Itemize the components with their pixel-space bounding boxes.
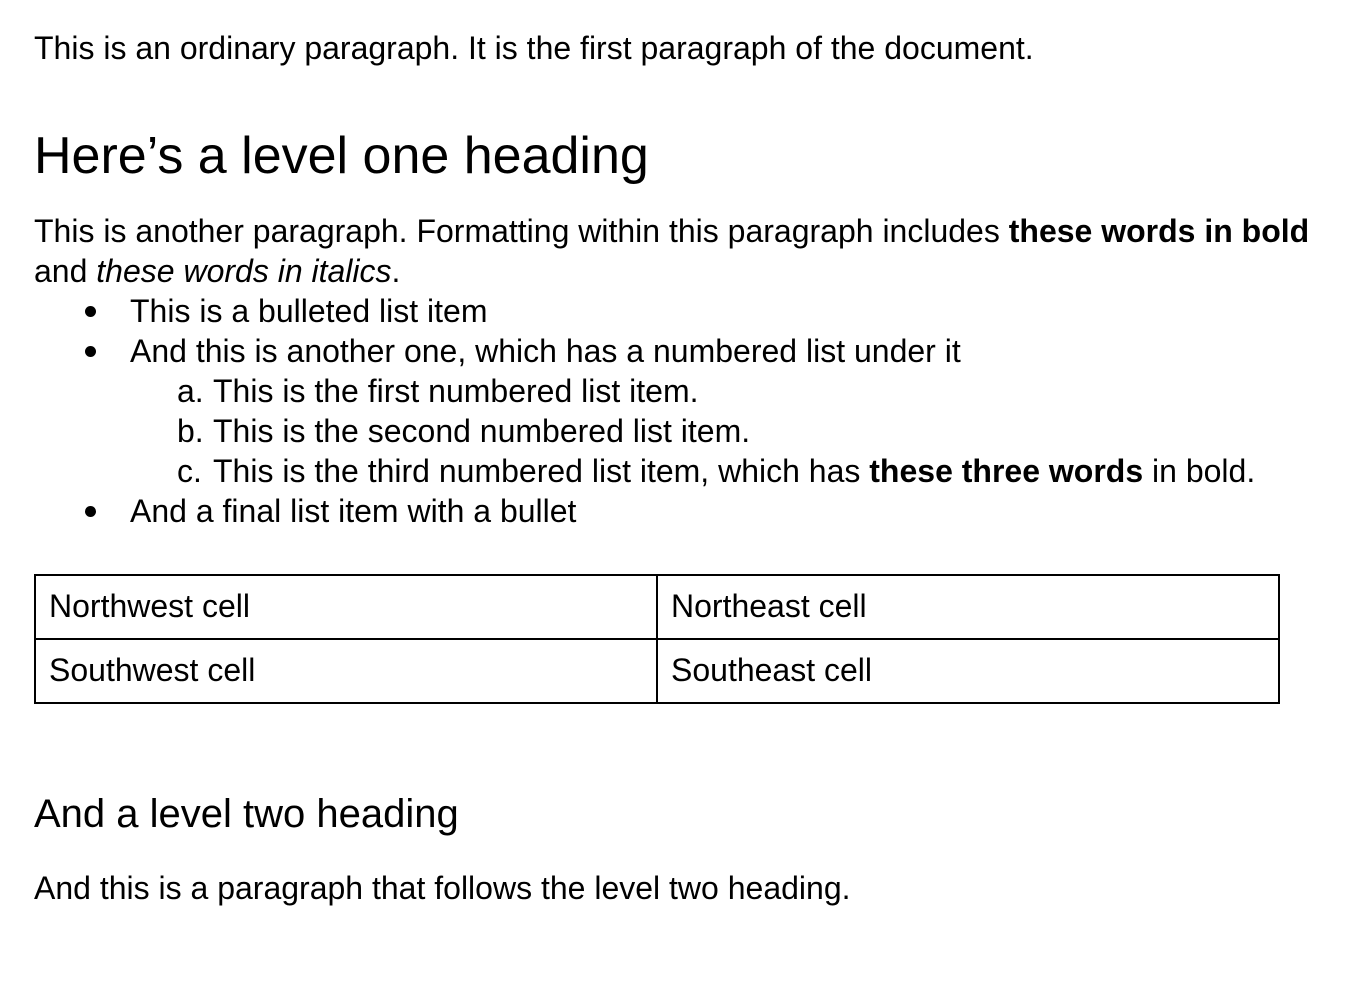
numbered-item-text: This is the second numbered list item. [213, 413, 751, 449]
numbered-item-marker: a. [177, 373, 204, 409]
bullet-icon [85, 346, 96, 357]
bullet-list-item [130, 331, 1326, 491]
numbered-item-text: This is the third numbered list item, which has these three words in bold. [213, 453, 1256, 489]
bullet-item-text: This is a bulleted list item [130, 293, 488, 329]
numbered-list-item [177, 451, 1326, 491]
closing-paragraph: And this is a paragraph that follows the level two heading. [34, 870, 851, 906]
table-cell-southwest: Southwest cell [35, 639, 657, 703]
bullet-list-item [130, 491, 1326, 531]
numbered-sublist [130, 371, 1326, 491]
two-by-two-table [34, 574, 1280, 704]
numbered-item-marker: c. [177, 453, 202, 489]
bullet-icon [85, 506, 96, 517]
numbered-list-item [177, 371, 1326, 411]
bullet-list [34, 291, 1326, 531]
bullet-list-item [130, 291, 1326, 331]
heading-level-2: And a level two heading [34, 792, 459, 836]
bullet-item-text: And a final list item with a bullet [130, 493, 577, 529]
intro-paragraph: This is an ordinary paragraph. It is the first paragraph of the document. [34, 30, 1034, 66]
bullet-icon [85, 306, 96, 317]
table-cell-northwest: Northwest cell [35, 575, 657, 639]
table-cell-northeast: Northeast cell [657, 575, 1279, 639]
bullet-item-text: And this is another one, which has a numbered list under it [130, 333, 961, 369]
numbered-list-item [177, 411, 1326, 451]
formatted-paragraph: This is another paragraph. Formatting within this paragraph includes these words in bold and these words in italics. [34, 213, 1310, 289]
table-cell-southeast: Southeast cell [657, 639, 1279, 703]
table-row [35, 575, 1279, 639]
table-row [35, 639, 1279, 703]
numbered-item-marker: b. [177, 413, 204, 449]
heading-level-1: Here’s a level one heading [34, 127, 649, 185]
numbered-item-text: This is the first numbered list item. [213, 373, 699, 409]
